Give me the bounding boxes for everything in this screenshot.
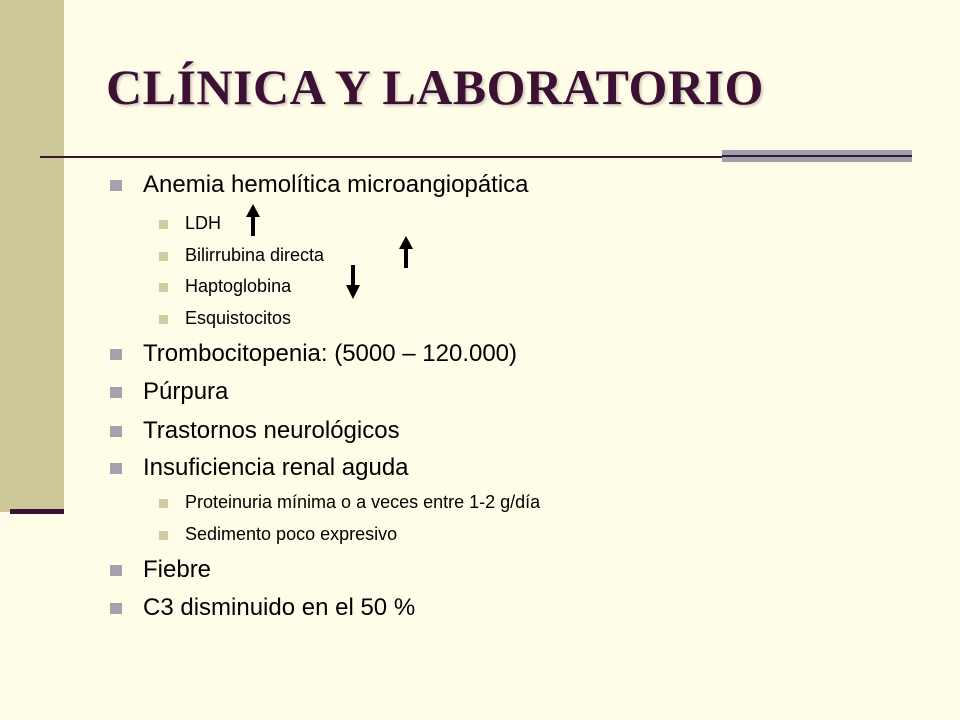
left-decorative-band — [0, 0, 64, 512]
slide-title: CLÍNICA Y LABORATORIO — [106, 59, 764, 115]
bullet-text: Trombocitopenia: (5000 – 120.000) — [143, 340, 518, 367]
arrow-up-icon — [245, 203, 261, 237]
bullet-square-icon — [110, 426, 122, 437]
bullet-text: C3 disminuido en el 50 % — [143, 594, 416, 621]
bullet-square-icon — [110, 463, 122, 474]
subbullet-text: Sedimento poco expresivo — [185, 524, 398, 544]
subbullet-text: Proteinuria mínima o a veces entre 1-2 g/día — [185, 492, 541, 512]
subbullet-square-icon — [159, 315, 168, 324]
subbullet-square-icon — [159, 220, 168, 229]
subbullet-square-icon — [159, 531, 168, 540]
subbullet-square-icon — [159, 252, 168, 261]
bullet-text: Anemia hemolítica microangiopática — [143, 171, 529, 198]
subbullet-text: LDH — [185, 213, 222, 233]
arrow-down-icon — [345, 264, 361, 300]
bullet-square-icon — [110, 603, 122, 614]
subbullet-text: Bilirrubina directa — [185, 245, 325, 265]
subbullet-text: Esquistocitos — [185, 308, 292, 328]
bullet-square-icon — [110, 387, 122, 398]
bullet-text: Trastornos neurológicos — [143, 417, 400, 444]
bullet-text: Insuficiencia renal aguda — [143, 454, 409, 481]
title-divider-accent-line — [722, 155, 912, 157]
bullet-square-icon — [110, 349, 122, 360]
bullet-square-icon — [110, 565, 122, 576]
bullet-text: Púrpura — [143, 378, 229, 405]
left-band-cap-line — [10, 509, 64, 514]
arrow-up-icon — [398, 235, 414, 269]
subbullet-square-icon — [159, 283, 168, 292]
bullet-text: Fiebre — [143, 556, 212, 583]
subbullet-text: Haptoglobina — [185, 276, 292, 296]
bullet-square-icon — [110, 180, 122, 191]
subbullet-square-icon — [159, 499, 168, 508]
